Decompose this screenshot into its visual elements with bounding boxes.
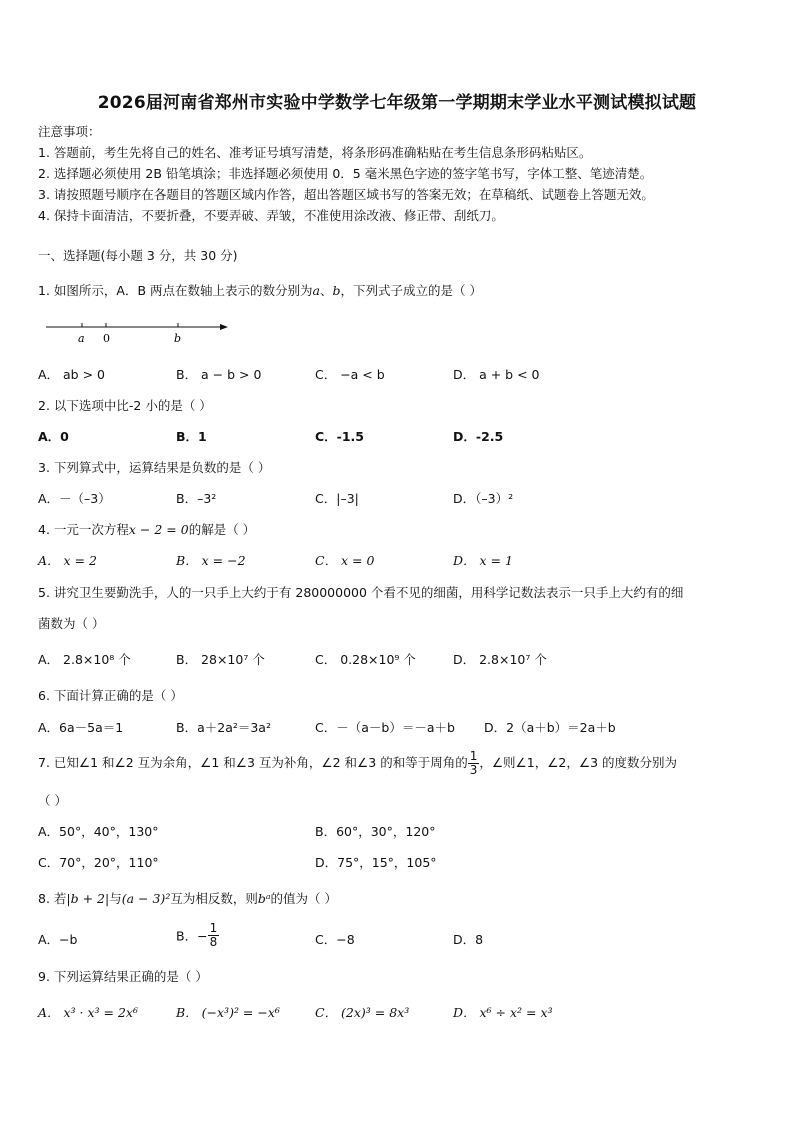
axis-label-a: a: [78, 332, 85, 345]
q6-option-c: C．－（a－b）＝－a＋b: [315, 720, 455, 735]
q7-option-c: C．70°，20°，110°: [38, 855, 159, 870]
q1-option-c: C． −a < b: [315, 367, 385, 382]
q8-option-a: A．−b: [38, 932, 78, 947]
q1-option-a: A． ab > 0: [38, 367, 105, 382]
q4-option-d: D． x = 1: [453, 553, 513, 568]
question-8-text: 8. 若|b + 2|与(a − 3)²互为相反数，则bᵃ的值为（ ）: [38, 891, 338, 906]
notice-heading: 注意事项：: [38, 124, 101, 139]
q9-option-d: D． x⁶ ÷ x² = x³: [453, 1005, 553, 1020]
q9-option-c: C． (2x)³ = 8x³: [315, 1005, 410, 1020]
q2-option-c: C．-1.5: [315, 429, 365, 444]
question-7-text: 7. 已知∠1 和∠2 互为余角，∠1 和∠3 互为补角，∠2 和∠3 的和等于周角的 $\frac{1}{3}$ ，∠则∠1，∠2，∠3 的度数分别为: [38, 749, 678, 777]
q7-option-d: D．75°，15°，105°: [315, 855, 437, 870]
q8-option-d: D．8: [453, 932, 484, 947]
q9-option-b: B． (−x³)² = −x⁶: [176, 1005, 280, 1020]
question-5-text-line1: 5. 讲究卫生要勤洗手，人的一只手上大约于有 280000000 个看不见的细菌，用科学记数法表示一只手上大约有的细: [38, 585, 684, 600]
number-line-arrow: [220, 324, 228, 330]
q7-option-b: B．60°，30°，120°: [315, 824, 436, 839]
question-4-text: 4. 一元一次方程x − 2 = 0的解是（ ）: [38, 522, 256, 537]
q5-option-c: C． 0.28×10⁹ 个: [315, 652, 416, 667]
q2-option-a: A．0: [38, 429, 69, 444]
question-7-text-line2: （ ）: [38, 793, 67, 808]
question-2-text: 2. 以下选项中比-2 小的是（ ）: [38, 398, 212, 413]
axis-label-0: 0: [103, 332, 110, 345]
fraction-one-eighth: $\frac{1}{8}$: [209, 921, 218, 949]
notice-item-2: 2. 选择题必须使用 2B 铅笔填涂；非选择题必须使用 0．5 毫米黑色字迹的签字笔书写，字体工整、笔迹清楚。: [38, 166, 653, 181]
q4-option-b: B． x = −2: [176, 553, 246, 568]
q3-option-c: C．|–3|: [315, 491, 359, 506]
q7-option-a: A．50°，40°，130°: [38, 824, 159, 839]
q2-option-d: D．-2.5: [453, 429, 504, 444]
q5-option-a: A． 2.8×10⁸ 个: [38, 652, 131, 667]
question-5-text-line2: 菌数为（ ）: [38, 616, 105, 631]
fraction-one-third: $\frac{1}{3}$: [469, 749, 478, 777]
q6-option-d: D．2（a＋b）＝2a＋b: [484, 720, 616, 735]
q2-option-b: B．1: [176, 429, 207, 444]
q5-option-b: B． 28×10⁷ 个: [176, 652, 265, 667]
q3-option-b: B．–3²: [176, 491, 217, 506]
axis-label-b: b: [174, 332, 182, 345]
page-title: 2026届河南省郑州市实验中学数学七年级第一学期期末学业水平测试模拟试题: [97, 93, 697, 113]
question-6-text: 6. 下面计算正确的是（ ）: [38, 688, 183, 703]
q4-option-a: A． x = 2: [38, 553, 97, 568]
q4-option-c: C． x = 0: [315, 553, 375, 568]
notice-item-3: 3. 请按照题号顺序在各题目的答题区域内作答，超出答题区域书写的答案无效；在草稿纸、试题卷上答题无效。: [38, 187, 654, 202]
question-1-text: 1. 如图所示，A．B 两点在数轴上表示的数分别为a、b，下列式子成立的是（ ）: [38, 283, 482, 298]
q6-option-b: B．a＋2a²＝3a²: [176, 720, 271, 735]
q9-option-a: A． x³ · x³ = 2x⁶: [38, 1005, 138, 1020]
q3-option-d: D．（–3）²: [453, 491, 514, 506]
notice-item-1: 1. 答题前，考生先将自己的姓名、准考证号填写清楚，将条形码准确粘贴在考生信息条形码粘贴区。: [38, 145, 592, 160]
q6-option-a: A．6a－5a＝1: [38, 720, 124, 735]
q5-option-d: D． 2.8×10⁷ 个: [453, 652, 547, 667]
section-heading: 一、选择题(每小题 3 分，共 30 分): [38, 248, 238, 263]
number-line-figure: [40, 315, 240, 347]
q3-option-a: A．－（–3）: [38, 491, 111, 506]
q1-option-b: B． a − b > 0: [176, 367, 262, 382]
q1-option-d: D． a + b < 0: [453, 367, 540, 382]
q8-option-c: C．−8: [315, 932, 355, 947]
q8-option-b: B．− $\frac{1}{8}$: [176, 921, 218, 949]
question-9-text: 9. 下列运算结果正确的是（ ）: [38, 969, 208, 984]
question-3-text: 3. 下列算式中，运算结果是负数的是（ ）: [38, 460, 271, 475]
notice-item-4: 4. 保持卡面清洁，不要折叠，不要弄破、弄皱，不准使用涂改液、修正带、刮纸刀。: [38, 208, 504, 223]
